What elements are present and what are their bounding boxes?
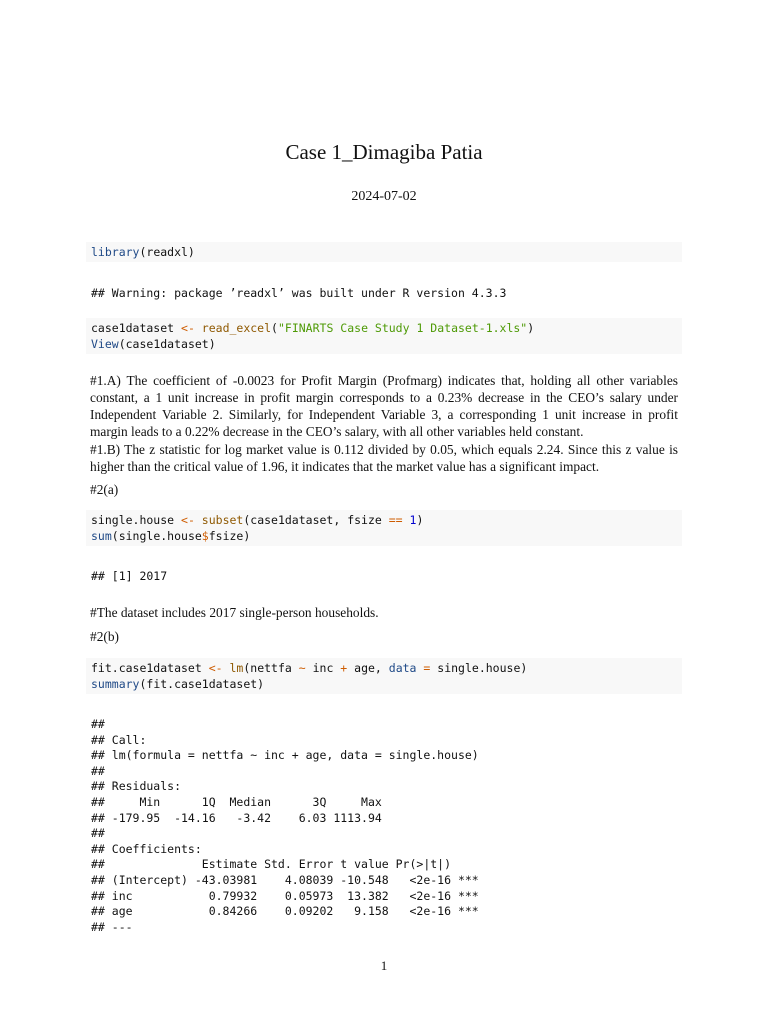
output-line: ## Call: [91,732,147,747]
output-regression-summary [91,717,479,935]
document-date: 2024-07-02 [351,189,417,204]
code-token: "FINARTS Case Study 1 Dataset-1.xls" [277,321,528,335]
output-line: ## age 0.84266 0.09202 9.158 <2e-16 *** [91,904,479,919]
output-line: ## [91,717,105,731]
code-token: ) [416,513,424,527]
output-line: ## (Intercept) -43.03981 4.08039 -10.548 <2e-16 *** [91,872,479,887]
code-token: library [91,245,140,259]
code-token: single.house [91,513,182,527]
code-token: + [340,661,348,675]
code-token: $ [201,529,209,543]
output-line: ## inc 0.79932 0.05973 13.382 <2e-16 *** [91,888,479,903]
code-token: 1 [409,513,417,527]
output-warning: ## Warning: package ’readxl’ was built under R version 4.3.3 [91,286,507,300]
code-token: (single.house [111,529,202,543]
code-token: = [423,661,431,675]
paragraph-1a: #1.A) The coefficient of -0.0023 for Profit Margin (Profmarg) indicates that, holding all other variables constant, a 1 unit increase in profit margin corresponds to a 0.23% decrease in the CEO’s salary under Independent Variable 2. Similarly, for Independent Variable 3, a corresponding 1 unit increase in profit margin leads to a 0.22% decrease in the CEO’s salary, with all other variables held constant. [90,373,678,439]
code-token: data [388,661,417,675]
code-token: == [388,513,403,527]
code-token: inc [305,661,341,675]
code-token: fsize) [208,529,251,543]
output-sum: ## [1] 2017 [91,569,168,583]
output-line: ## Residuals: [91,779,182,794]
code-token: fit.case1dataset [91,661,209,675]
code-token: subset [194,513,244,527]
code-token: (readxl) [139,245,195,259]
code-token: (case1dataset, fsize [243,513,389,527]
code-token: single.house) [430,661,528,675]
output-line: ## [91,826,105,841]
code-token: age, [347,661,389,675]
code-token: ) [527,321,535,335]
paragraph-households: #The dataset includes 2017 single-person households. [90,605,379,620]
document-title: Case 1_Dimagiba Patia [285,140,483,164]
code-token: <- [181,321,195,335]
code-chunk-subset [86,510,682,546]
code-token: read_excel [194,321,272,335]
output-line: ## Min 1Q Median 3Q Max [91,794,382,809]
code-token: case1dataset [91,321,182,335]
paragraph-1b: #1.B) The z statistic for log market value is 0.112 divided by 0.05, which equals 2.24. Since this z value is higher than the critical value of 1.96, it indicates that the market value has a significant impact. [90,442,678,474]
output-line: ## Coefficients: [91,841,202,856]
output-line: ## -179.95 -14.16 -3.42 6.03 1113.94 [91,810,382,825]
output-line: ## Estimate Std. Error t value Pr(>|t|) [91,857,452,872]
code-chunk-lm [86,658,682,694]
code-token [403,513,410,527]
output-line: ## --- [91,919,133,934]
heading-2b: #2(b) [90,629,120,644]
code-token: (case1dataset) [118,337,216,351]
code-token: lm [222,661,244,675]
code-token: (nettfa [243,661,299,675]
code-token: <- [181,513,195,527]
code-token: <- [208,661,223,675]
code-token: ~ [298,661,306,675]
code-token: View [91,337,119,351]
code-token: sum [91,529,112,543]
code-token: (fit.case1dataset) [139,677,265,691]
code-chunk-read-excel [86,318,682,354]
page-number: 1 [380,958,388,973]
output-line: ## lm(formula = nettfa ~ inc + age, data = single.house) [91,748,479,763]
output-line: ## [91,763,105,778]
code-token: ( [271,321,278,335]
code-chunk-library [86,242,682,262]
code-token: summary [91,677,140,691]
heading-2a: #2(a) [90,482,119,497]
